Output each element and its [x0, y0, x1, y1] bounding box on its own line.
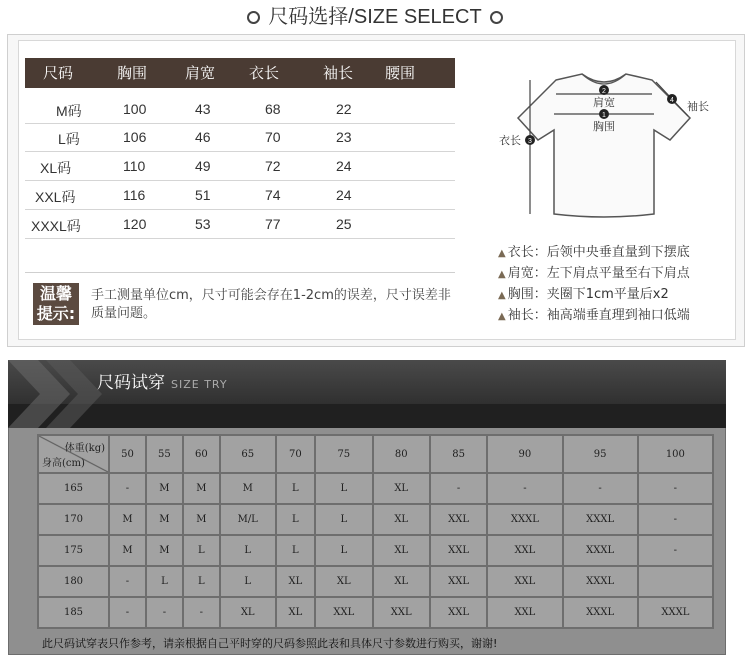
size-recommendation-cell: XXXL	[638, 597, 713, 628]
size-recommendation-cell: L	[183, 535, 220, 566]
size-value-cell: 68	[265, 101, 281, 117]
size-recommendation-cell: XL	[276, 597, 316, 628]
shoulder-label: 肩宽	[593, 97, 615, 109]
measure-length-text: 衣长：后领中央垂直量到下摆底	[507, 245, 690, 260]
size-recommendation-cell: -	[109, 597, 146, 628]
measure-shoulder	[498, 264, 728, 285]
tshirt-outline	[518, 74, 690, 217]
triangle-icon: ▲	[498, 269, 506, 280]
size-try-row	[38, 597, 713, 628]
size-value-cell: 74	[265, 187, 281, 203]
size-recommendation-cell: XXXL	[563, 597, 638, 628]
marker-1-label: 1	[602, 112, 606, 119]
size-recommendation-cell: L	[276, 504, 316, 535]
size-recommendation-cell: L	[315, 535, 372, 566]
size-recommendation-cell: L	[276, 535, 316, 566]
height-cell: 165	[38, 473, 109, 504]
size-value-cell: 22	[336, 101, 352, 117]
size-recommendation-cell: M	[220, 473, 276, 504]
size-value-cell: 23	[336, 129, 352, 145]
triangle-icon: ▲	[498, 248, 506, 259]
size-try-table-body	[38, 435, 713, 628]
size-recommendation-cell: L	[276, 473, 316, 504]
weight-header-cell: 100	[638, 435, 713, 473]
triangle-icon: ▲	[498, 290, 506, 301]
size-value-cell: 77	[265, 216, 281, 232]
size-recommendation-cell: -	[109, 566, 146, 597]
sleeve-label: 袖长	[687, 101, 709, 113]
size-value-cell: 100	[123, 101, 147, 117]
size-recommendation-cell: XXXL	[563, 535, 638, 566]
tip-badge	[33, 283, 79, 325]
measure-chest	[498, 285, 728, 306]
size-recommendation-cell: XL	[373, 473, 430, 504]
size-recommendation-cell: M	[146, 535, 183, 566]
size-recommendation-cell: M	[146, 473, 183, 504]
header-sleeve: 袖长	[323, 64, 354, 82]
size-recommendation-cell: -	[146, 597, 183, 628]
size-value-cell: 51	[195, 187, 211, 203]
size-recommendation-cell: XL	[220, 597, 276, 628]
measure-sleeve-text: 袖长：袖高端垂直理到袖口低端	[507, 308, 690, 323]
size-name-cell: XL码	[40, 160, 72, 176]
size-recommendation-cell: L	[315, 504, 372, 535]
header-waist: 腰围	[385, 64, 416, 82]
size-recommendation-cell: XXL	[373, 597, 430, 628]
size-recommendation-cell: -	[430, 473, 487, 504]
header-chest: 胸围	[117, 64, 148, 82]
size-row-divider	[25, 209, 455, 210]
size-row-divider	[25, 180, 455, 181]
size-try-title-text: 尺码试穿	[97, 373, 165, 393]
size-recommendation-cell: -	[638, 473, 713, 504]
size-recommendation-cell: -	[109, 473, 146, 504]
marker-4-label: 4	[670, 97, 674, 104]
size-try-row	[38, 473, 713, 504]
circle-icon	[490, 11, 503, 24]
weight-header-cell: 50	[109, 435, 146, 473]
size-recommendation-cell: XXL	[487, 535, 562, 566]
size-try-row	[38, 566, 713, 597]
size-row-divider	[25, 123, 455, 124]
height-cell: 170	[38, 504, 109, 535]
size-recommendation-cell: -	[638, 504, 713, 535]
size-recommendation-cell: XL	[373, 504, 430, 535]
size-recommendation-cell: XL	[373, 535, 430, 566]
size-name-cell: XXXL码	[31, 218, 81, 234]
size-recommendation-cell: L	[146, 566, 183, 597]
size-recommendation-cell: XL	[276, 566, 316, 597]
size-value-cell: 49	[195, 158, 211, 174]
size-value-cell: 72	[265, 158, 281, 174]
weight-header-cell: 60	[183, 435, 220, 473]
tshirt-diagram	[494, 68, 714, 228]
size-value-cell: 25	[336, 216, 352, 232]
weight-header-cell: 65	[220, 435, 276, 473]
size-recommendation-cell	[638, 566, 713, 597]
chest-label: 胸围	[593, 121, 615, 133]
header-shoulder: 肩宽	[185, 64, 216, 82]
size-try-title	[97, 372, 228, 396]
size-table-header	[25, 58, 455, 88]
tip-divider	[25, 272, 455, 273]
size-value-cell: 110	[123, 158, 146, 174]
size-try-header-row	[38, 435, 713, 473]
measure-chest-text: 胸围：夹圈下1cm平量后x2	[507, 287, 669, 302]
size-value-cell: 43	[195, 101, 211, 117]
weight-header-cell: 85	[430, 435, 487, 473]
size-try-title-en: SIZE TRY	[171, 378, 228, 391]
size-recommendation-cell: M	[109, 504, 146, 535]
height-cell: 175	[38, 535, 109, 566]
height-axis-label: 身高(cm)	[42, 458, 85, 469]
size-recommendation-cell: XXL	[487, 566, 562, 597]
measure-length	[498, 243, 728, 264]
size-recommendation-cell: L	[183, 566, 220, 597]
size-recommendation-cell: L	[220, 566, 276, 597]
size-recommendation-cell: L	[220, 535, 276, 566]
size-recommendation-cell: XXL	[315, 597, 372, 628]
size-try-row	[38, 535, 713, 566]
circle-icon	[247, 11, 260, 24]
tip-text: 手工测量单位cm，尺寸可能会存在1-2cm的误差，尺寸误差非质量问题。	[91, 288, 451, 321]
size-recommendation-cell: XXL	[487, 597, 562, 628]
weight-header-cell: 95	[563, 435, 638, 473]
size-value-cell: 106	[123, 129, 147, 145]
size-recommendation-cell: -	[563, 473, 638, 504]
weight-header-cell: 75	[315, 435, 372, 473]
size-recommendation-cell: XXL	[430, 504, 487, 535]
size-value-cell: 53	[195, 216, 211, 232]
marker-2-label: 2	[602, 88, 606, 95]
size-recommendation-cell: -	[638, 535, 713, 566]
corner-diagonal	[39, 436, 108, 472]
weight-header-cell: 80	[373, 435, 430, 473]
size-recommendation-cell: XXL	[430, 597, 487, 628]
size-select-title	[0, 2, 750, 32]
size-recommendation-cell: XXL	[430, 535, 487, 566]
size-try-note: 此尺码试穿表只作参考，请亲根据自己平时穿的尺码参照此表和具体尺寸参数进行购买，谢谢!	[42, 637, 498, 650]
size-recommendation-cell: M/L	[220, 504, 276, 535]
size-recommendation-cell: XXXL	[563, 504, 638, 535]
length-label: 衣长	[499, 135, 521, 147]
size-value-cell: 70	[265, 129, 281, 145]
height-cell: 180	[38, 566, 109, 597]
size-recommendation-cell: XXXL	[563, 566, 638, 597]
size-recommendation-cell: -	[487, 473, 562, 504]
size-select-title-text: 尺码选择/SIZE SELECT	[268, 6, 482, 28]
size-value-cell: 24	[336, 158, 352, 174]
size-try-table	[37, 434, 714, 629]
tip-badge-line2: 提示:	[36, 304, 76, 323]
size-row-divider	[25, 238, 455, 239]
size-value-cell: 120	[123, 216, 147, 232]
triangle-icon: ▲	[498, 311, 506, 322]
size-try-row	[38, 504, 713, 535]
size-recommendation-cell: L	[315, 473, 372, 504]
size-recommendation-cell: M	[183, 504, 220, 535]
weight-header-cell: 55	[146, 435, 183, 473]
size-value-cell: 116	[123, 187, 146, 203]
header-length: 衣长	[249, 64, 280, 82]
size-value-cell: 46	[195, 129, 211, 145]
measure-sleeve	[498, 306, 728, 327]
weight-header-cell: 70	[276, 435, 316, 473]
size-value-cell: 24	[336, 187, 352, 203]
size-recommendation-cell: M	[146, 504, 183, 535]
size-recommendation-cell: -	[183, 597, 220, 628]
weight-axis-label: 体重(kg)	[64, 443, 105, 454]
corner-cell	[38, 435, 109, 473]
size-recommendation-cell: M	[109, 535, 146, 566]
size-name-cell: XXL码	[35, 189, 76, 205]
height-cell: 185	[38, 597, 109, 628]
measure-shoulder-text: 肩宽：左下肩点平量至右下肩点	[507, 266, 690, 281]
weight-header-cell: 90	[487, 435, 562, 473]
size-recommendation-cell: XL	[373, 566, 430, 597]
header-size: 尺码	[43, 64, 74, 82]
size-recommendation-cell: XL	[315, 566, 372, 597]
tip-badge-line1: 温馨	[39, 284, 72, 303]
size-recommendation-cell: XXL	[430, 566, 487, 597]
size-recommendation-cell: XXXL	[487, 504, 562, 535]
size-name-cell: M码	[56, 103, 82, 119]
marker-3-label: 3	[528, 138, 532, 145]
size-row-divider	[25, 151, 455, 152]
size-recommendation-cell: M	[183, 473, 220, 504]
size-name-cell: L码	[58, 131, 80, 147]
